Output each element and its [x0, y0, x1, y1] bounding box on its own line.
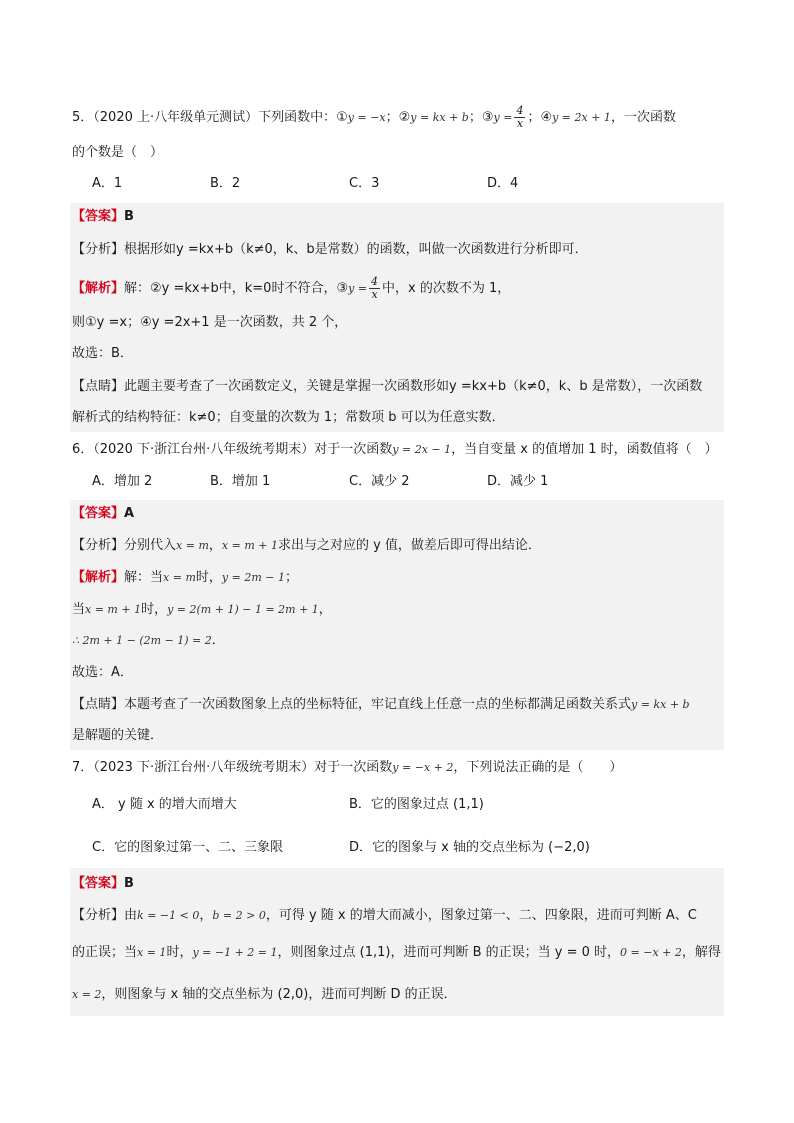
q6-option-b: B．增加 1: [210, 474, 271, 489]
q7-option-d: D．它的图象与 x 轴的交点坐标为 (−2,0): [349, 840, 590, 855]
q7-analysis-line3: x = 2，则图象与 x 轴的交点坐标为 (2,0)，进而可判断 D 的正误．: [72, 987, 457, 1002]
q6-solution-line2: 当x = m + 1时，y = 2(m + 1) − 1 = 2m + 1，: [72, 602, 332, 617]
q5-analysis: 【分析】根据形如y =kx+b（k≠0，k、b是常数）的函数，叫做一次函数进行分析即可．: [72, 242, 588, 257]
q6-solution-line4: 故选：A．: [72, 665, 133, 680]
q5-answer: 【答案】B: [72, 209, 134, 224]
q7-option-c: C．它的图象过第一、二、三象限: [92, 840, 284, 855]
q5-comment-line2: 解析式的结构特征：k≠0；自变量的次数为 1；常数项 b 可以为任意实数．: [72, 410, 505, 425]
q7-analysis-line1: 【分析】由k = −1 < 0，b = 2 > 0，可得 y 随 x 的增大而减小，图象过第一、二、四象限，进而可判断 A、C: [72, 908, 697, 923]
q6-answer: 【答案】A: [72, 506, 135, 521]
q7-stem: 7．（2023 下·浙江台州·八年级统考期末）对于一次函数y = −x + 2，下列说法正确的是（ ）: [72, 760, 623, 775]
q6-stem: 6．（2020 下·浙江台州·八年级统考期末）对于一次函数y = 2x − 1，当自变量 x 的值增加 1 时，函数值将（ ）: [72, 442, 718, 457]
q5-option-b: B．2: [210, 176, 241, 191]
q6-option-c: C．减少 2: [349, 474, 410, 489]
q6-solution-line1: 【解析】解：当x = m时，y = 2m − 1；: [72, 570, 298, 585]
fraction: $\frac{4}{x}$: [516, 104, 524, 130]
q5-stem-line1: 5．（2020 上·八年级单元测试）下列函数中：①y = −x；②y = kx + b；③y = $\frac{4}{x}$ ；④y = 2x + 1，一次函数: [72, 104, 676, 130]
q5-option-d: D．4: [487, 176, 519, 191]
q6-comment-line1: 【点睛】本题考查了一次函数图象上点的坐标特征，牢记直线上任意一点的坐标都满足函数关系式y = kx + b: [72, 697, 690, 712]
q7-option-b: B．它的图象过点 (1,1): [349, 797, 484, 812]
q5-comment-line1: 【点睛】此题主要考查了一次函数定义，关键是掌握一次函数形如y =kx+b（k≠0，k、b 是常数），一次函数: [72, 379, 703, 394]
fraction: $\frac{4}{x}$: [371, 275, 379, 301]
q5-solution-line3: 故选：B．: [72, 346, 133, 361]
q5-solution-line2: 则①y =x；④y =2x+1 是一次函数，共 2 个，: [72, 315, 348, 330]
q5-option-c: C．3: [349, 176, 380, 191]
q7-analysis-line2: 的正误；当x = 1时，y = −1 + 2 = 1，则图象过点 (1,1)，进而可判断 B 的正误；当 y = 0 时，0 = −x + 2，解得: [72, 945, 721, 960]
q7-option-a: A． y 随 x 的增大而增大: [92, 797, 237, 812]
q5-option-a: A．1: [92, 176, 123, 191]
q6-comment-line2: 是解题的关键．: [72, 728, 164, 743]
q6-option-a: A．增加 2: [92, 474, 153, 489]
q5-stem-line2: 的个数是（ ）: [72, 145, 164, 160]
q5-solution-line1: 【解析】解：②y =kx+b中，k=0时不符合，③y = $\frac{4}{x}$ 中，x 的次数不为 1，: [72, 275, 511, 301]
q6-analysis: 【分析】分别代入x = m，x = m + 1求出与之对应的 y 值，做差后即可得出结论．: [72, 538, 541, 553]
q6-option-d: D．减少 1: [487, 474, 549, 489]
q6-solution-line3: ∴ 2m + 1 − (2m − 1) = 2．: [72, 633, 225, 648]
q7-answer: 【答案】B: [72, 876, 134, 891]
